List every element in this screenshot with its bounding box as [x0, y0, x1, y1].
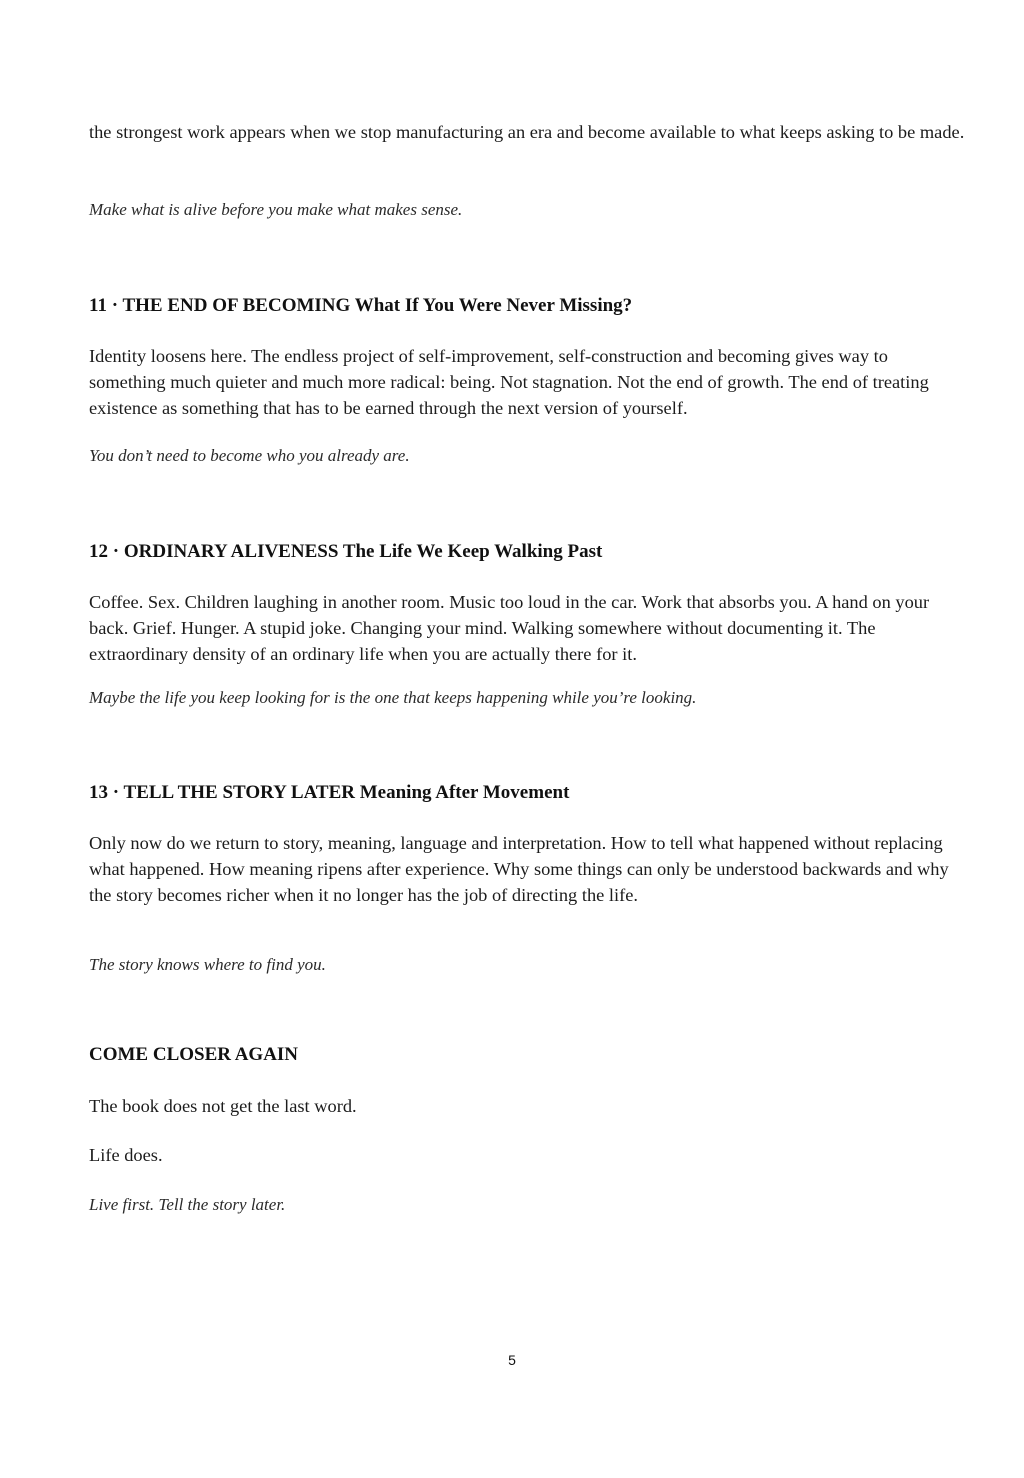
section-title: ORDINARY ALIVENESS — [123, 541, 339, 562]
section-13-body: Only now do we return to story, meaning, language and interpretation. How to tell what happened without replacing what happened. How meaning ripens after experience. Why some things can only be understood backwards and why the story becomes richer when it no longer has the job of directing the life. — [89, 833, 949, 905]
section-12-heading — [89, 539, 969, 565]
section-11-body: Identity loosens here. The endless project of self-improvement, self-construction and becoming gives way to something much quieter and much more radical: being. Not stagnation. Not the end of growth. The end of treating existence as something that has to be earned through the next version of yourself. — [89, 346, 929, 418]
section-subtitle: The Life We Keep Walking Past — [342, 541, 603, 562]
intro-paragraph: the strongest work appears when we stop manufacturing an era and become available to what keeps asking to be made. — [89, 122, 965, 142]
closing-line-2: Life does. — [89, 1145, 163, 1165]
page-number: 5 — [508, 1352, 516, 1368]
section-13-quote: The story knows where to find you. — [89, 955, 326, 974]
section-11-heading — [89, 293, 969, 319]
section-title: THE END OF BECOMING — [122, 295, 351, 316]
closing-heading: COME CLOSER AGAIN — [89, 1044, 299, 1065]
closing-line-1: The book does not get the last word. — [89, 1096, 357, 1116]
section-number: 13 · — [89, 782, 120, 803]
section-title: TELL THE STORY LATER — [123, 782, 355, 803]
section-number: 12 · — [89, 541, 120, 562]
section-number: 11 · — [89, 295, 119, 316]
section-12-quote: Maybe the life you keep looking for is the one that keeps happening while you’re looking. — [89, 688, 697, 707]
section-12-body: Coffee. Sex. Children laughing in another room. Music too loud in the car. Work that absorbs you. A hand on your back. Grief. Hunger. A stupid joke. Changing your mind. Walking somewhere without documenting it. The extraordinary density of an ordinary life when you are actually there for it. — [89, 592, 930, 664]
section-13-heading — [89, 780, 969, 806]
closing-quote: Live first. Tell the story later. — [89, 1195, 286, 1214]
section-11-quote: You don’t need to become who you already are. — [89, 446, 410, 465]
intro-quote: Make what is alive before you make what makes sense. — [89, 200, 463, 219]
section-subtitle: What If You Were Never Missing? — [354, 295, 633, 316]
section-subtitle: Meaning After Movement — [359, 782, 570, 803]
